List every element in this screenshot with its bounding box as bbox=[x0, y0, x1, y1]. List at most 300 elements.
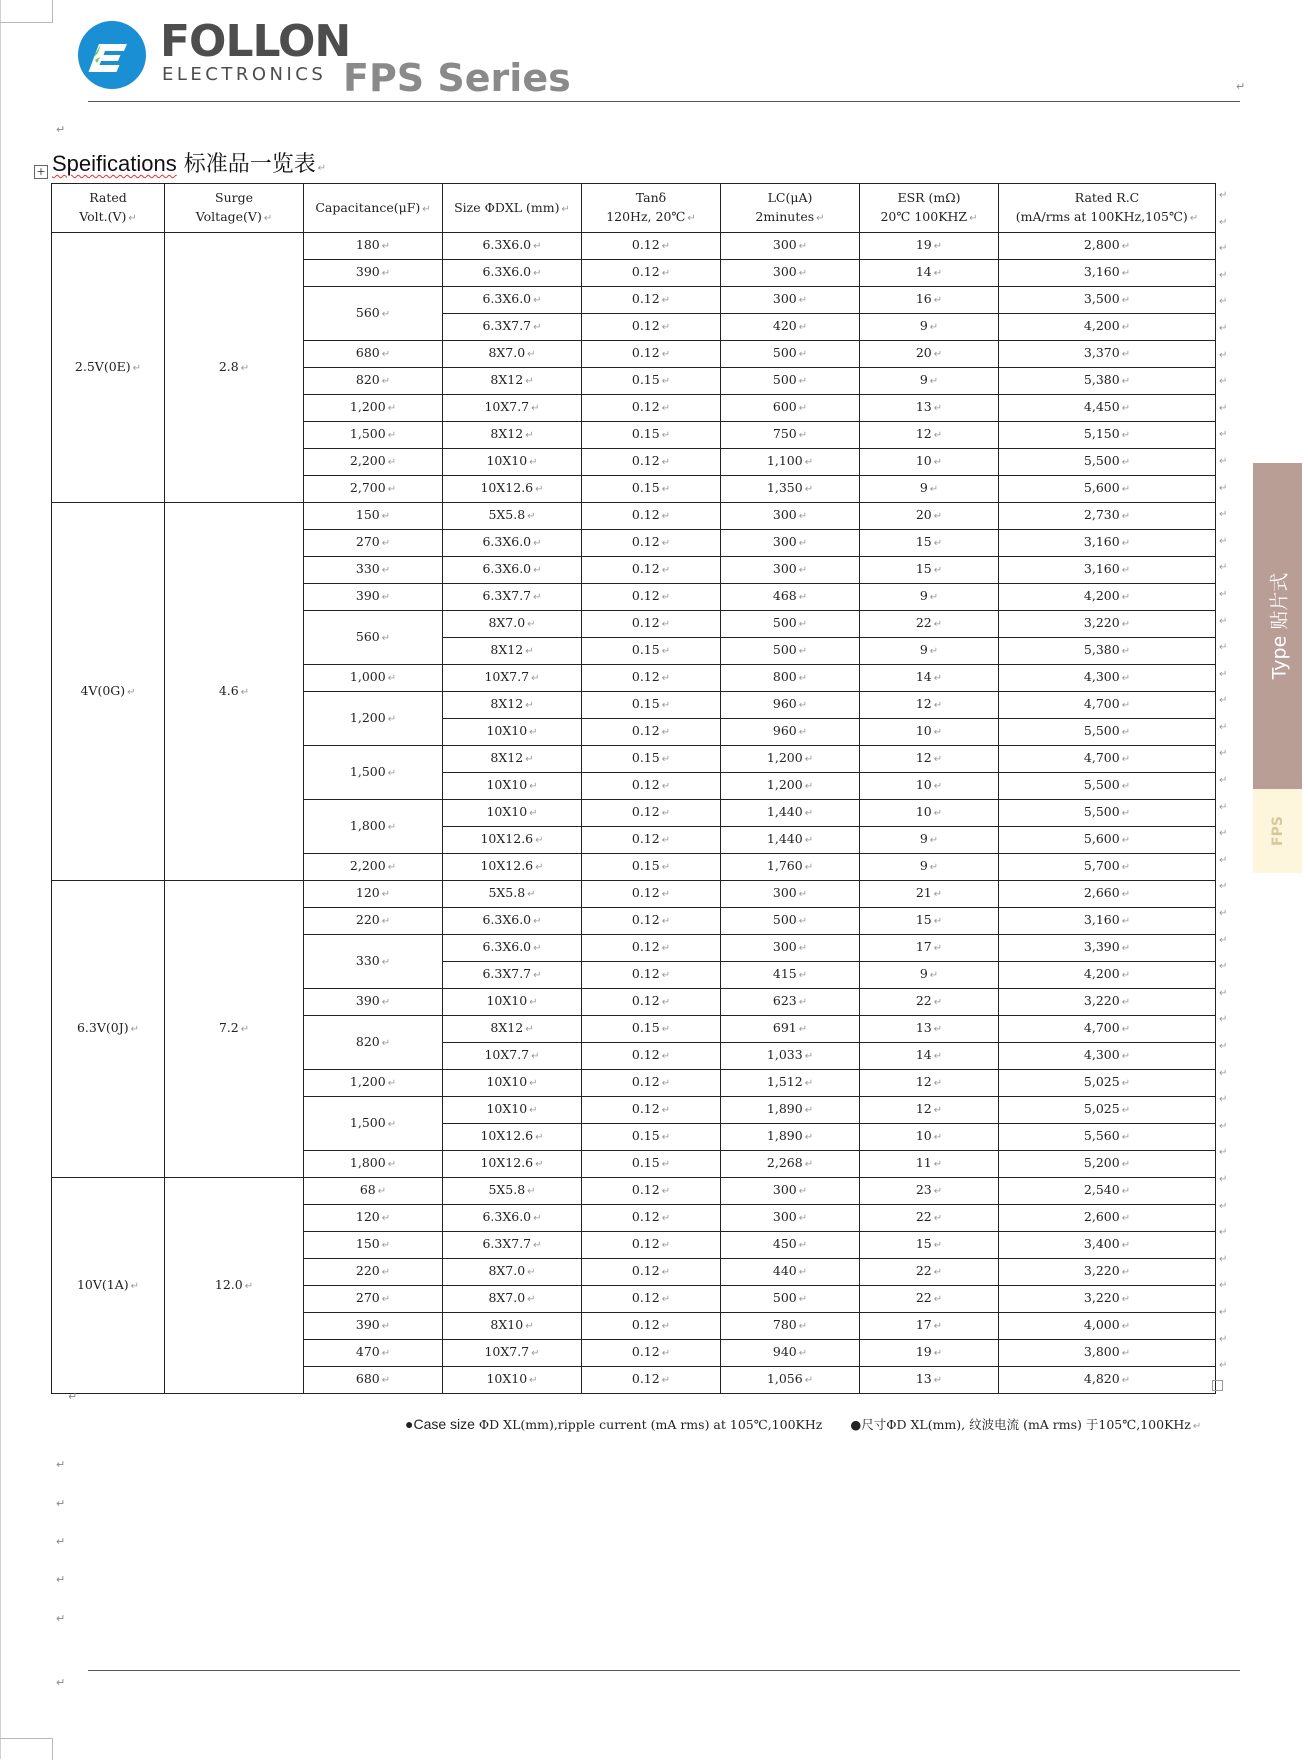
leakage-current-cell-value: 1,200 bbox=[766, 750, 803, 765]
column-header-text: Surge bbox=[215, 190, 253, 205]
capacitance-cell bbox=[304, 1286, 443, 1313]
tan-delta-cell-value: 0.12 bbox=[631, 1236, 660, 1251]
esr-cell-value: 13 bbox=[915, 399, 932, 414]
ripple-current-cell bbox=[999, 881, 1216, 908]
esr-cell-value: 12 bbox=[915, 750, 932, 765]
cell-mark-icon: ↵ bbox=[263, 213, 273, 224]
leakage-current-cell-value: 300 bbox=[772, 1182, 797, 1197]
leakage-current-cell bbox=[721, 692, 860, 719]
table-resize-handle-icon[interactable] bbox=[1212, 1380, 1223, 1391]
side-tab-fps[interactable] bbox=[1253, 789, 1302, 873]
esr-cell bbox=[860, 854, 999, 881]
capacitance-cell bbox=[304, 287, 443, 341]
leakage-current-cell bbox=[721, 584, 860, 611]
cell-mark-icon: ↵ bbox=[798, 619, 808, 630]
capacitance-cell bbox=[304, 476, 443, 503]
tan-delta-cell bbox=[582, 611, 721, 638]
side-tab-type[interactable] bbox=[1253, 463, 1302, 789]
ripple-current-cell-value: 3,500 bbox=[1083, 291, 1120, 306]
cell-mark-icon: ↵ bbox=[535, 484, 544, 495]
rated-voltage-cell bbox=[52, 881, 165, 1178]
cell-mark-icon: ↵ bbox=[933, 565, 943, 576]
title-chinese: 标准品一览表 bbox=[183, 152, 316, 177]
esr-cell-value: 15 bbox=[915, 534, 932, 549]
column-header-text: LC(μA) bbox=[767, 190, 813, 205]
size-cell bbox=[443, 557, 582, 584]
cell-mark-icon: ↵ bbox=[1121, 781, 1131, 792]
cell-mark-icon: ↵ bbox=[244, 1280, 254, 1292]
cell-mark-icon: ↵ bbox=[661, 808, 671, 819]
leakage-current-cell bbox=[721, 287, 860, 314]
column-header bbox=[721, 184, 860, 233]
esr-cell bbox=[860, 1097, 999, 1124]
size-cell-value: 10X12.6 bbox=[480, 858, 534, 873]
leakage-current-cell bbox=[721, 1313, 860, 1340]
esr-cell bbox=[860, 422, 999, 449]
leakage-current-cell-value: 500 bbox=[772, 345, 797, 360]
tan-delta-cell bbox=[582, 962, 721, 989]
rated-voltage-cell-value: 10V(1A) bbox=[76, 1276, 129, 1292]
tan-delta-cell bbox=[582, 638, 721, 665]
ripple-current-cell-value: 5,600 bbox=[1083, 480, 1120, 495]
leakage-current-cell bbox=[721, 1367, 860, 1394]
cell-mark-icon: ↵ bbox=[661, 511, 671, 522]
size-cell bbox=[443, 908, 582, 935]
crop-mark-bottom bbox=[0, 1738, 53, 1760]
surge-voltage-cell-value: 7.2 bbox=[218, 1020, 239, 1035]
cell-mark-icon: ↵ bbox=[798, 511, 808, 522]
capacitance-cell-value: 2,200 bbox=[349, 858, 386, 873]
tan-delta-cell bbox=[582, 422, 721, 449]
capacitance-cell bbox=[304, 1016, 443, 1070]
size-cell-value: 5X5.8 bbox=[488, 1182, 526, 1197]
cell-mark-icon: ↵ bbox=[387, 1078, 397, 1089]
row-mark-icon: ↵ bbox=[1219, 1173, 1228, 1185]
capacitance-cell bbox=[304, 1070, 443, 1097]
leakage-current-cell-value: 960 bbox=[772, 696, 797, 711]
tan-delta-cell-value: 0.12 bbox=[631, 939, 660, 954]
ripple-current-cell-value: 4,300 bbox=[1083, 1047, 1120, 1062]
cell-mark-icon: ↵ bbox=[798, 295, 808, 306]
size-cell-value: 10X12.6 bbox=[480, 1155, 534, 1170]
ripple-current-cell bbox=[999, 1016, 1216, 1043]
rated-voltage-cell bbox=[52, 1178, 165, 1394]
column-header bbox=[304, 184, 443, 233]
cell-mark-icon: ↵ bbox=[798, 430, 808, 441]
cell-mark-icon: ↵ bbox=[933, 1105, 943, 1116]
footnote-en-prefix: ●Case size bbox=[405, 1416, 475, 1432]
cell-mark-icon: ↵ bbox=[533, 565, 542, 576]
cell-mark-icon: ↵ bbox=[661, 1051, 671, 1062]
tan-delta-cell-value: 0.12 bbox=[631, 1371, 660, 1386]
capacitance-cell bbox=[304, 800, 443, 854]
cell-mark-icon: ↵ bbox=[381, 511, 391, 522]
surge-voltage-cell-value: 12.0 bbox=[214, 1276, 243, 1292]
tan-delta-cell bbox=[582, 287, 721, 314]
leakage-current-cell bbox=[721, 530, 860, 557]
cell-mark-icon: ↵ bbox=[798, 916, 808, 927]
capacitance-cell-value: 1,200 bbox=[349, 1074, 386, 1089]
surge-voltage-cell bbox=[165, 881, 304, 1178]
tan-delta-cell-value: 0.12 bbox=[631, 1209, 660, 1224]
column-header bbox=[165, 184, 304, 233]
leakage-current-cell bbox=[721, 719, 860, 746]
row-mark-icon: ↵ bbox=[1219, 987, 1228, 999]
rated-voltage-cell bbox=[52, 233, 165, 503]
series-title: FPS Series bbox=[343, 56, 571, 100]
cell-mark-icon: ↵ bbox=[533, 295, 542, 306]
esr-cell bbox=[860, 1151, 999, 1178]
column-header-text: Voltage(V) bbox=[195, 209, 262, 224]
row-mark-icon: ↵ bbox=[1219, 1120, 1228, 1132]
size-cell bbox=[443, 1178, 582, 1205]
tan-delta-cell-value: 0.12 bbox=[631, 669, 660, 684]
capacitance-cell-value: 560 bbox=[355, 304, 380, 320]
paragraph-mark-icon: ↵ bbox=[56, 1497, 66, 1510]
leakage-current-cell bbox=[721, 1097, 860, 1124]
ripple-current-cell bbox=[999, 1259, 1216, 1286]
leakage-current-cell bbox=[721, 1205, 860, 1232]
cell-mark-icon: ↵ bbox=[661, 268, 671, 279]
cell-mark-icon: ↵ bbox=[1121, 1267, 1131, 1278]
cell-mark-icon: ↵ bbox=[533, 538, 542, 549]
size-cell-value: 10X7.7 bbox=[484, 1344, 530, 1359]
leakage-current-cell bbox=[721, 773, 860, 800]
size-cell bbox=[443, 800, 582, 827]
size-cell bbox=[443, 314, 582, 341]
cell-mark-icon: ↵ bbox=[381, 1240, 391, 1251]
cell-mark-icon: ↵ bbox=[804, 1132, 814, 1143]
cell-mark-icon: ↵ bbox=[525, 1024, 534, 1035]
esr-cell-value: 13 bbox=[915, 1371, 932, 1386]
cell-mark-icon: ↵ bbox=[661, 1105, 671, 1116]
leakage-current-cell-value: 300 bbox=[772, 507, 797, 522]
leakage-current-cell-value: 500 bbox=[772, 1290, 797, 1305]
leakage-current-cell bbox=[721, 314, 860, 341]
capacitance-cell bbox=[304, 1313, 443, 1340]
size-cell-value: 10X10 bbox=[486, 1074, 528, 1089]
size-cell bbox=[443, 1124, 582, 1151]
cell-mark-icon: ↵ bbox=[525, 700, 534, 711]
rated-voltage-cell-value: 6.3V(0J) bbox=[76, 1020, 129, 1035]
cell-mark-icon: ↵ bbox=[381, 1321, 391, 1332]
cell-mark-icon: ↵ bbox=[929, 862, 939, 873]
cell-mark-icon: ↵ bbox=[130, 1024, 139, 1035]
cell-mark-icon: ↵ bbox=[529, 457, 538, 468]
cell-mark-icon: ↵ bbox=[535, 835, 544, 846]
cell-mark-icon: ↵ bbox=[387, 673, 397, 684]
tan-delta-cell-value: 0.12 bbox=[631, 1047, 660, 1062]
cell-mark-icon: ↵ bbox=[525, 430, 534, 441]
capacitance-cell bbox=[304, 557, 443, 584]
leakage-current-cell-value: 1,100 bbox=[766, 453, 803, 468]
cell-mark-icon: ↵ bbox=[381, 916, 391, 927]
cell-mark-icon: ↵ bbox=[1121, 862, 1131, 873]
leakage-current-cell bbox=[721, 1178, 860, 1205]
cell-mark-icon: ↵ bbox=[381, 632, 391, 644]
capacitance-cell bbox=[304, 746, 443, 800]
capacitance-cell bbox=[304, 611, 443, 665]
tan-delta-cell-value: 0.15 bbox=[631, 696, 660, 711]
esr-cell-value: 14 bbox=[915, 669, 932, 684]
row-mark-icon: ↵ bbox=[1219, 1333, 1228, 1345]
row-mark-icon: ↵ bbox=[1219, 881, 1228, 893]
cell-mark-icon: ↵ bbox=[1121, 700, 1131, 711]
size-cell bbox=[443, 962, 582, 989]
esr-cell bbox=[860, 1043, 999, 1070]
tan-delta-cell-value: 0.15 bbox=[631, 1128, 660, 1143]
row-mark-icon: ↵ bbox=[1219, 615, 1228, 627]
cell-mark-icon: ↵ bbox=[798, 268, 808, 279]
esr-cell-value: 12 bbox=[915, 1074, 932, 1089]
cell-mark-icon: ↵ bbox=[661, 673, 671, 684]
ripple-current-cell-value: 4,450 bbox=[1083, 399, 1120, 414]
ripple-current-cell-value: 5,380 bbox=[1083, 372, 1120, 387]
esr-cell bbox=[860, 1232, 999, 1259]
ripple-current-cell bbox=[999, 773, 1216, 800]
cell-mark-icon: ↵ bbox=[525, 646, 534, 657]
ripple-current-cell-value: 2,800 bbox=[1083, 237, 1120, 252]
cell-mark-icon: ↵ bbox=[661, 1240, 671, 1251]
tan-delta-cell-value: 0.15 bbox=[631, 1020, 660, 1035]
cell-mark-icon: ↵ bbox=[381, 889, 391, 900]
crop-mark-top bbox=[0, 0, 53, 23]
cell-mark-icon: ↵ bbox=[387, 457, 397, 468]
esr-cell bbox=[860, 692, 999, 719]
ripple-current-cell bbox=[999, 1151, 1216, 1178]
size-cell-value: 8X12 bbox=[490, 1020, 524, 1035]
cell-mark-icon: ↵ bbox=[381, 308, 391, 320]
cell-mark-icon: ↵ bbox=[527, 619, 536, 630]
size-cell-value: 10X10 bbox=[486, 993, 528, 1008]
cell-mark-icon: ↵ bbox=[531, 673, 540, 684]
cell-mark-icon: ↵ bbox=[933, 727, 943, 738]
row-mark-icon: ↵ bbox=[1219, 828, 1228, 840]
tan-delta-cell-value: 0.12 bbox=[631, 831, 660, 846]
cell-mark-icon: ↵ bbox=[387, 821, 397, 833]
ripple-current-cell bbox=[999, 260, 1216, 287]
ripple-current-cell bbox=[999, 422, 1216, 449]
esr-cell-value: 14 bbox=[915, 264, 932, 279]
column-header bbox=[443, 184, 582, 233]
cell-mark-icon: ↵ bbox=[1121, 1078, 1131, 1089]
tan-delta-cell-value: 0.12 bbox=[631, 264, 660, 279]
cell-mark-icon: ↵ bbox=[798, 592, 808, 603]
cell-mark-icon: ↵ bbox=[798, 970, 808, 981]
cell-mark-icon: ↵ bbox=[1121, 754, 1131, 765]
capacitance-cell bbox=[304, 881, 443, 908]
cell-mark-icon: ↵ bbox=[661, 619, 671, 630]
tan-delta-cell-value: 0.15 bbox=[631, 372, 660, 387]
size-cell-value: 8X7.0 bbox=[488, 1263, 526, 1278]
tan-delta-cell bbox=[582, 881, 721, 908]
row-mark-icon: ↵ bbox=[1219, 243, 1228, 255]
cell-mark-icon: ↵ bbox=[661, 322, 671, 333]
cell-mark-icon: ↵ bbox=[933, 295, 943, 306]
column-header bbox=[860, 184, 999, 233]
ripple-current-cell-value: 3,370 bbox=[1083, 345, 1120, 360]
cell-mark-icon: ↵ bbox=[529, 1375, 538, 1386]
capacitance-cell-value: 820 bbox=[355, 1033, 380, 1049]
capacitance-cell-value: 390 bbox=[355, 588, 380, 603]
tan-delta-cell-value: 0.12 bbox=[631, 561, 660, 576]
tan-delta-cell bbox=[582, 503, 721, 530]
tan-delta-cell bbox=[582, 1232, 721, 1259]
cell-mark-icon: ↵ bbox=[381, 268, 391, 279]
esr-cell bbox=[860, 719, 999, 746]
tan-delta-cell bbox=[582, 1124, 721, 1151]
size-cell bbox=[443, 692, 582, 719]
ripple-current-cell bbox=[999, 692, 1216, 719]
ripple-current-cell bbox=[999, 341, 1216, 368]
table-move-handle-icon[interactable]: + bbox=[34, 165, 48, 179]
cell-mark-icon: ↵ bbox=[527, 889, 536, 900]
cell-mark-icon: ↵ bbox=[529, 1078, 538, 1089]
leakage-current-cell bbox=[721, 1016, 860, 1043]
cell-mark-icon: ↵ bbox=[661, 916, 671, 927]
tan-delta-cell bbox=[582, 1151, 721, 1178]
paragraph-mark-icon: ↵ bbox=[1236, 80, 1246, 93]
cell-mark-icon: ↵ bbox=[661, 565, 671, 576]
cell-mark-icon: ↵ bbox=[1121, 430, 1131, 441]
tan-delta-cell bbox=[582, 989, 721, 1016]
esr-cell-value: 9 bbox=[919, 588, 928, 603]
leakage-current-cell-value: 1,890 bbox=[766, 1128, 803, 1143]
ripple-current-cell-value: 5,700 bbox=[1083, 858, 1120, 873]
cell-mark-icon: ↵ bbox=[804, 1375, 814, 1386]
leakage-current-cell bbox=[721, 503, 860, 530]
cell-mark-icon: ↵ bbox=[1121, 268, 1131, 279]
esr-cell-value: 9 bbox=[919, 858, 928, 873]
row-mark-icon: ↵ bbox=[1219, 748, 1228, 760]
tan-delta-cell bbox=[582, 1070, 721, 1097]
capacitance-cell-value: 680 bbox=[355, 345, 380, 360]
cell-mark-icon: ↵ bbox=[1121, 943, 1131, 954]
size-cell bbox=[443, 476, 582, 503]
size-cell-value: 10X10 bbox=[486, 1371, 528, 1386]
esr-cell bbox=[860, 935, 999, 962]
leakage-current-cell bbox=[721, 422, 860, 449]
ripple-current-cell bbox=[999, 449, 1216, 476]
cell-mark-icon: ↵ bbox=[1121, 997, 1131, 1008]
leakage-current-cell bbox=[721, 800, 860, 827]
cell-mark-icon: ↵ bbox=[387, 403, 397, 414]
tan-delta-cell-value: 0.12 bbox=[631, 1101, 660, 1116]
tan-delta-cell-value: 0.12 bbox=[631, 588, 660, 603]
cell-mark-icon: ↵ bbox=[1121, 1186, 1131, 1197]
cell-mark-icon: ↵ bbox=[381, 1037, 391, 1049]
surge-voltage-cell bbox=[165, 233, 304, 503]
cell-mark-icon: ↵ bbox=[798, 646, 808, 657]
ripple-current-cell bbox=[999, 1205, 1216, 1232]
follon-logo-icon bbox=[77, 20, 147, 90]
size-cell bbox=[443, 368, 582, 395]
cell-mark-icon: ↵ bbox=[933, 1051, 943, 1062]
esr-cell-value: 10 bbox=[915, 804, 932, 819]
cell-mark-icon: ↵ bbox=[535, 1159, 544, 1170]
tan-delta-cell-value: 0.12 bbox=[631, 1182, 660, 1197]
cell-mark-icon: ↵ bbox=[933, 1024, 943, 1035]
esr-cell bbox=[860, 233, 999, 260]
size-cell bbox=[443, 638, 582, 665]
row-mark-icon: ↵ bbox=[1219, 1041, 1228, 1052]
ripple-current-cell bbox=[999, 476, 1216, 503]
ripple-current-cell bbox=[999, 665, 1216, 692]
ripple-current-cell bbox=[999, 395, 1216, 422]
cell-mark-icon: ↵ bbox=[1121, 403, 1131, 414]
cell-mark-icon: ↵ bbox=[933, 1240, 943, 1251]
cell-mark-icon: ↵ bbox=[933, 1078, 943, 1089]
cell-mark-icon: ↵ bbox=[1121, 619, 1131, 630]
tan-delta-cell bbox=[582, 449, 721, 476]
cell-mark-icon: ↵ bbox=[240, 686, 250, 698]
ripple-current-cell-value: 4,700 bbox=[1083, 750, 1120, 765]
ripple-current-cell bbox=[999, 962, 1216, 989]
leakage-current-cell bbox=[721, 1286, 860, 1313]
leakage-current-cell bbox=[721, 746, 860, 773]
cell-mark-icon: ↵ bbox=[661, 349, 671, 360]
size-cell-value: 10X10 bbox=[486, 777, 528, 792]
capacitance-cell-value: 820 bbox=[355, 372, 380, 387]
capacitance-cell bbox=[304, 1151, 443, 1178]
tan-delta-cell-value: 0.12 bbox=[631, 318, 660, 333]
footer-rule bbox=[88, 1670, 1240, 1671]
table-header-row bbox=[52, 184, 1216, 233]
row-mark-icon: ↵ bbox=[1219, 1067, 1228, 1079]
cell-mark-icon: ↵ bbox=[661, 889, 671, 900]
cell-mark-icon: ↵ bbox=[1121, 1240, 1131, 1251]
esr-cell-value: 12 bbox=[915, 696, 932, 711]
cell-mark-icon: ↵ bbox=[1121, 592, 1131, 603]
column-header-text: Volt.(V) bbox=[79, 209, 127, 224]
size-cell-value: 6.3X6.0 bbox=[482, 1209, 532, 1224]
tan-delta-cell bbox=[582, 233, 721, 260]
size-cell bbox=[443, 422, 582, 449]
size-cell-value: 8X12 bbox=[490, 642, 524, 657]
leakage-current-cell-value: 600 bbox=[772, 399, 797, 414]
tan-delta-cell-value: 0.12 bbox=[631, 345, 660, 360]
cell-mark-icon: ↵ bbox=[661, 754, 671, 765]
size-cell bbox=[443, 1259, 582, 1286]
tan-delta-cell-value: 0.12 bbox=[631, 1074, 660, 1089]
cell-mark-icon: ↵ bbox=[525, 376, 534, 387]
capacitance-cell-value: 1,500 bbox=[349, 1114, 386, 1130]
leakage-current-cell-value: 500 bbox=[772, 912, 797, 927]
header-rule bbox=[88, 101, 1240, 102]
capacitance-cell bbox=[304, 1097, 443, 1151]
cell-mark-icon: ↵ bbox=[933, 943, 943, 954]
capacitance-cell bbox=[304, 530, 443, 557]
capacitance-cell-value: 1,800 bbox=[349, 1155, 386, 1170]
cell-mark-icon: ↵ bbox=[381, 241, 391, 252]
row-end-marks bbox=[1219, 183, 1231, 1380]
size-cell bbox=[443, 395, 582, 422]
cell-mark-icon: ↵ bbox=[1121, 1132, 1131, 1143]
esr-cell bbox=[860, 449, 999, 476]
rated-voltage-cell-value: 4V(0G) bbox=[80, 682, 126, 698]
cell-mark-icon: ↵ bbox=[929, 835, 939, 846]
row-mark-icon: ↵ bbox=[1219, 695, 1228, 707]
leakage-current-cell-value: 450 bbox=[772, 1236, 797, 1251]
cell-mark-icon: ↵ bbox=[816, 213, 825, 224]
cell-mark-icon: ↵ bbox=[933, 403, 943, 414]
ripple-current-cell-value: 4,820 bbox=[1083, 1371, 1120, 1386]
size-cell-value: 10X10 bbox=[486, 723, 528, 738]
capacitance-cell bbox=[304, 1205, 443, 1232]
cell-mark-icon: ↵ bbox=[798, 1348, 808, 1359]
size-cell bbox=[443, 1151, 582, 1178]
cell-mark-icon: ↵ bbox=[533, 241, 542, 252]
